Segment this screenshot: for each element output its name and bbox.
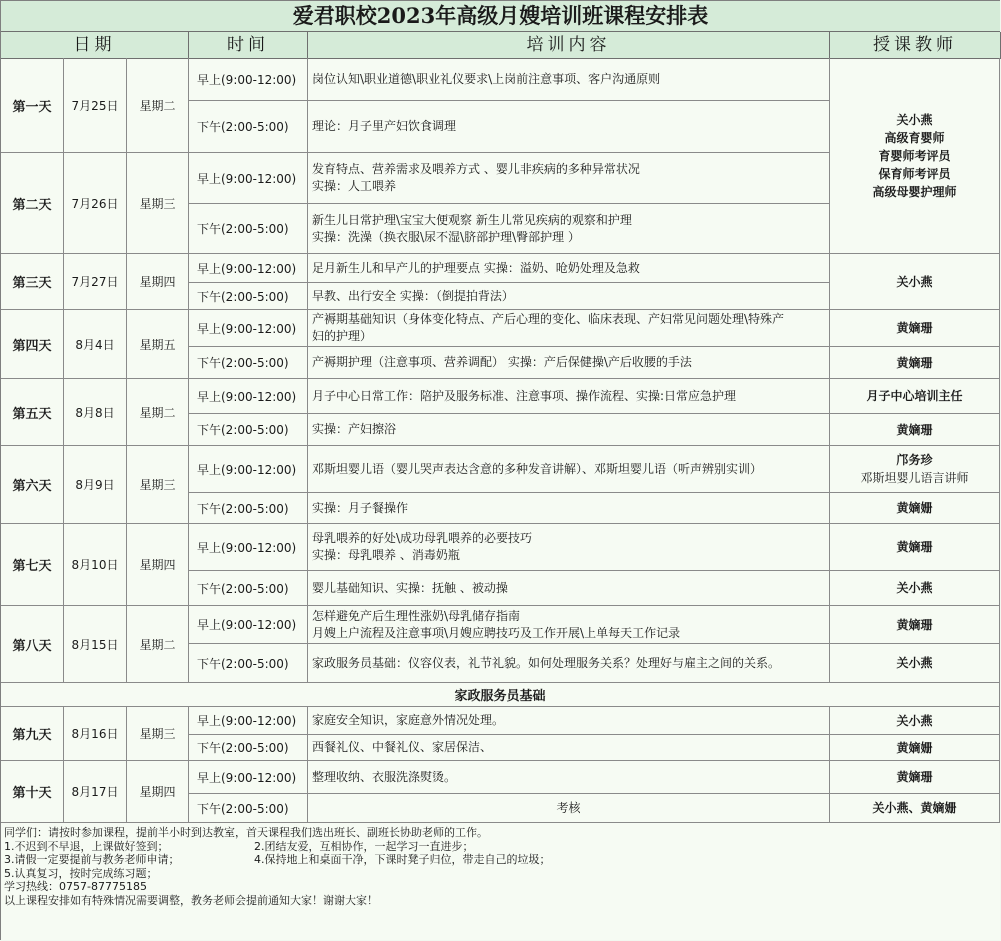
- date-cell: 8月10日: [64, 524, 127, 606]
- content-pm: [308, 283, 830, 310]
- teacher-cell-pm: [830, 644, 1000, 683]
- time-slot-am: 早上(9:00-12:00): [189, 524, 308, 571]
- teacher-cell-am: [830, 310, 1000, 347]
- content-line: 岗位认知\职业道德\职业礼仪要求\上岗前注意事项、客户沟通原则: [312, 71, 661, 86]
- weekday-cell: 星期五: [127, 310, 189, 379]
- content-line: 产褥期护理（注意事项、营养调配） 实操：产后保健操\产后收腰的手法: [312, 355, 692, 369]
- time-slot-pm: 下午(2:00-5:00): [189, 204, 308, 254]
- teacher-cell-pm: [830, 571, 1000, 606]
- hotline: 学习热线：0757-87775185: [4, 880, 147, 894]
- teacher-name: 黄嫡珊: [896, 770, 933, 784]
- content-pm: [308, 493, 830, 524]
- teacher-title: 邓斯坦婴儿语言讲师: [860, 471, 969, 485]
- content-line: 实操：产妇擦浴: [312, 422, 397, 436]
- content-line: 实操：人工喂养: [312, 179, 397, 193]
- date-cell: 8月17日: [64, 761, 127, 823]
- time-slot-am: 早上(9:00-12:00): [189, 254, 308, 283]
- time-slot-pm: 下午(2:00-5:00): [189, 794, 308, 823]
- notes-block: [4, 826, 994, 908]
- day-label: 第六天: [1, 446, 64, 524]
- content-am: [308, 446, 830, 493]
- content-pm: [308, 347, 830, 379]
- date-cell: 7月26日: [64, 153, 127, 254]
- teacher-line: 高级育婴师: [884, 130, 945, 145]
- day-label: 第八天: [1, 606, 64, 683]
- time-slot-pm: 下午(2:00-5:00): [189, 101, 308, 153]
- day-label: 第九天: [1, 707, 64, 761]
- content-line: 家庭安全知识，家庭意外情况处理。: [312, 713, 505, 727]
- teacher-name: 黄嫡珊: [896, 422, 933, 437]
- time-slot-am: 早上(9:00-12:00): [189, 153, 308, 204]
- teacher-line: 关小燕: [896, 112, 933, 127]
- content-pm: [308, 414, 830, 446]
- time-slot-am: 早上(9:00-12:00): [189, 379, 308, 414]
- teacher-cell-am: [830, 379, 1000, 414]
- weekday-cell: 星期三: [127, 446, 189, 524]
- day-label: 第四天: [1, 310, 64, 379]
- content-am: [308, 524, 830, 571]
- content-am: [308, 58, 830, 101]
- content-am: [308, 254, 830, 283]
- teacher-cell-am: [830, 761, 1000, 794]
- rule-5: 5.认真复习，按时完成练习题；: [4, 866, 158, 880]
- content-pm: [308, 735, 830, 761]
- weekday-cell: 星期四: [127, 761, 189, 823]
- header-content: 培训内容: [308, 32, 830, 59]
- teacher-name: 关小燕: [896, 713, 933, 728]
- weekday-cell: 星期三: [127, 707, 189, 761]
- content-line: 发育特点、营养需求及喂养方式 、婴儿非疾病的多种异常状况: [312, 162, 640, 176]
- weekday-cell: 星期四: [127, 254, 189, 310]
- content-line: 整理收纳、衣服洗涤熨烫。: [312, 769, 457, 784]
- teacher-name: 黄嫡姗: [896, 501, 933, 515]
- weekday-cell: 星期四: [127, 524, 189, 606]
- content-line: 早教、出行安全 实操：（倒提拍背法）: [312, 288, 514, 303]
- teacher-name: 黄嫡姗: [896, 740, 933, 755]
- teacher-cell-am: [830, 524, 1000, 571]
- content-pm: [308, 644, 830, 683]
- weekday-cell: 星期二: [127, 379, 189, 446]
- header-teacher: 授课教师: [830, 32, 1001, 59]
- content-line: 月子中心日常工作：陪护及服务标准、注意事项、操作流程、实操:日常应急护理: [312, 388, 737, 403]
- teacher-name: 关小燕、黄嫡姗: [872, 801, 957, 815]
- day-label: 第三天: [1, 254, 64, 310]
- teacher-cell-pm: [830, 794, 1000, 823]
- content-pm: [308, 204, 830, 254]
- content-line: 妇的护理）: [312, 329, 373, 343]
- header-date: 日期: [1, 32, 189, 59]
- content-am: [308, 153, 830, 204]
- header-time: 时间: [189, 32, 308, 59]
- content-line: 考核: [556, 800, 581, 815]
- content-line: 月嫂上户流程及注意事项\月嫂应聘技巧及工作开展\上单每天工作记录: [312, 625, 681, 640]
- teacher-name: 邝务珍: [896, 453, 933, 467]
- date-cell: 7月27日: [64, 254, 127, 310]
- content-line: 家政服务员基础：仪容仪表，礼节礼貌。如何处理服务关系？处理好与雇主之间的关系。: [312, 655, 781, 670]
- content-pm: [308, 794, 830, 823]
- day-label: 第一天: [1, 58, 64, 153]
- time-slot-am: 早上(9:00-12:00): [189, 446, 308, 493]
- weekday-cell: 星期二: [127, 58, 189, 153]
- time-slot-pm: 下午(2:00-5:00): [189, 571, 308, 606]
- teacher-name: 月子中心培训主任: [866, 389, 963, 403]
- time-slot-am: 早上(9:00-12:00): [189, 707, 308, 735]
- rule-2: 2.团结友爱，互相协作，一起学习一直进步；: [254, 839, 474, 853]
- time-slot-pm: 下午(2:00-5:00): [189, 283, 308, 310]
- date-cell: 8月16日: [64, 707, 127, 761]
- time-slot-pm: 下午(2:00-5:00): [189, 735, 308, 761]
- teacher-name: 黄嫡珊: [896, 355, 933, 370]
- content-am: [308, 761, 830, 794]
- teacher-cell-pm: [830, 414, 1000, 446]
- date-cell: 8月15日: [64, 606, 127, 683]
- day-label: 第十天: [1, 761, 64, 823]
- content-am: [308, 379, 830, 414]
- teacher-name: 黄嫡珊: [896, 540, 933, 554]
- teacher-name: 黄嫡珊: [896, 617, 933, 632]
- content-line: 实操：母乳喂养 、消毒奶瓶: [312, 548, 460, 562]
- content-am: [308, 310, 830, 347]
- date-cell: 8月8日: [64, 379, 127, 446]
- teacher-cell-merged: [830, 58, 1000, 254]
- teacher-cell: [830, 254, 1000, 310]
- content-line: 怎样避免产后生理性涨奶\母乳储存指南: [312, 608, 521, 623]
- day-label: 第七天: [1, 524, 64, 606]
- date-cell: 7月25日: [64, 58, 127, 153]
- teacher-name: 关小燕: [896, 274, 933, 289]
- rule-3: 3.请假一定要提前与教务老师申请；: [4, 853, 180, 867]
- content-line: 实操：月子餐操作: [312, 500, 409, 515]
- teacher-line: 保育师考评员: [878, 166, 951, 181]
- time-slot-pm: 下午(2:00-5:00): [189, 347, 308, 379]
- notes-intro: 同学们：请按时参加课程，提前半小时到达教室，首天课程我们选出班长、副班长协助老师的工作。: [4, 826, 488, 839]
- teacher-cell-am: [830, 606, 1000, 644]
- weekday-cell: 星期二: [127, 606, 189, 683]
- time-slot-am: 早上(9:00-12:00): [189, 310, 308, 347]
- time-slot-am: 早上(9:00-12:00): [189, 606, 308, 644]
- teacher-cell-pm: [830, 493, 1000, 524]
- date-cell: 8月9日: [64, 446, 127, 524]
- content-line: 婴儿基础知识、实操：抚触 、被动操: [312, 580, 508, 595]
- teacher-line: 育婴师考评员: [878, 148, 951, 163]
- content-line: 西餐礼仪、中餐礼仪、家居保洁、: [312, 740, 493, 754]
- time-slot-am: 早上(9:00-12:00): [189, 761, 308, 794]
- content-pm: [308, 571, 830, 606]
- time-slot-pm: 下午(2:00-5:00): [189, 493, 308, 524]
- content-line: 产褥期基础知识（身体变化特点、产后心理的变化、临床表现、产妇常见问题处理\特殊产: [312, 312, 785, 326]
- day-label: 第五天: [1, 379, 64, 446]
- teacher-name: 关小燕: [896, 656, 933, 670]
- time-slot-pm: 下午(2:00-5:00): [189, 644, 308, 683]
- teacher-cell-pm: [830, 347, 1000, 379]
- content-am: [308, 707, 830, 735]
- content-line: 新生儿日常护理\宝宝大便观察 新生儿常见疾病的观察和护理: [312, 212, 632, 227]
- time-slot-am: 早上(9:00-12:00): [189, 58, 308, 101]
- teacher-line: 高级母婴护理师: [872, 184, 957, 199]
- content-line: 足月新生儿和早产儿的护理要点 实操：溢奶、呛奶处理及急救: [312, 260, 640, 275]
- teacher-cell-pm: [830, 735, 1000, 761]
- teacher-name: 黄嫡珊: [896, 321, 933, 335]
- rule-1: 1.不迟到不早退，上课做好签到；: [4, 839, 169, 853]
- teacher-name: 关小燕: [896, 581, 933, 595]
- weekday-cell: 星期三: [127, 153, 189, 254]
- day-label: 第二天: [1, 153, 64, 254]
- section-label: 家政服务员基础: [1, 683, 1000, 707]
- content-pm: [308, 101, 830, 153]
- notes-footer: 以上课程安排如有特殊情况需要调整，教务老师会提前通知大家！谢谢大家！: [4, 893, 378, 907]
- content-am: [308, 606, 830, 644]
- content-line: 母乳喂养的好处\成功母乳喂养的必要技巧: [312, 531, 533, 545]
- content-line: 实操：洗澡（换衣服\尿不湿\脐部护理\臀部护理 ）: [312, 229, 580, 244]
- teacher-cell-am: [830, 707, 1000, 735]
- rule-4: 4.保持地上和桌面干净，下课时凳子归位，带走自己的垃圾；: [254, 853, 551, 867]
- teacher-cell-am: [830, 446, 1000, 493]
- time-slot-pm: 下午(2:00-5:00): [189, 414, 308, 446]
- date-cell: 8月4日: [64, 310, 127, 379]
- page-title: 爱君职校2023年高级月嫂培训班课程安排表: [1, 1, 1000, 32]
- content-line: 理论：月子里产妇饮食调理: [312, 119, 457, 133]
- content-line: 邓斯坦婴儿语（婴儿哭声表达含意的多种发音讲解）、邓斯坦婴儿语（听声辨别实训）: [312, 461, 763, 476]
